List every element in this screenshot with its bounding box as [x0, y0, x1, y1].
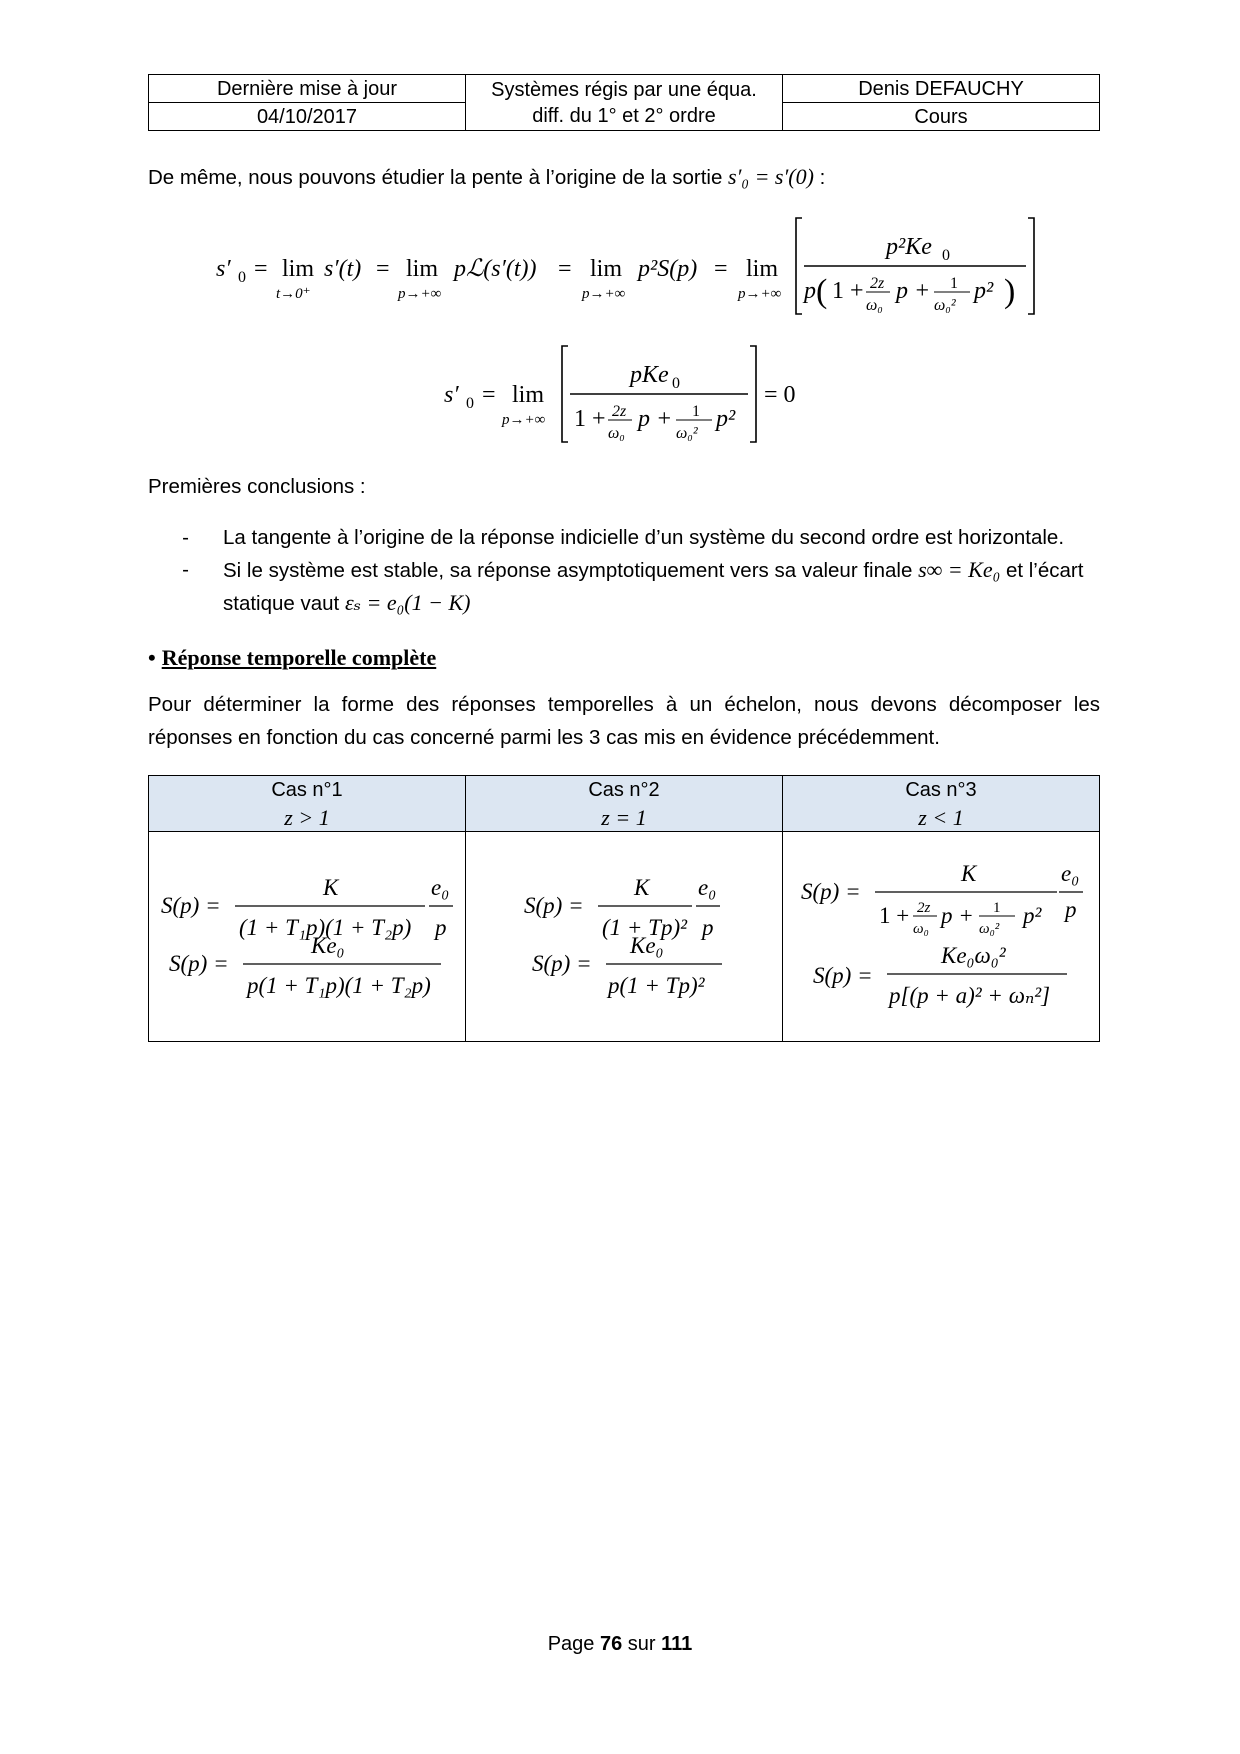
svg-text:p→+∞: p→+∞: [582, 286, 626, 302]
svg-text:ω₀: ω₀: [913, 921, 929, 937]
svg-text:ω₀: ω₀: [608, 425, 625, 442]
conclusions-list: [148, 522, 1100, 620]
svg-text:2z: 2z: [917, 900, 931, 916]
svg-text:p(1 + Tp)²: p(1 + Tp)²: [608, 973, 705, 998]
svg-text:p²: p²: [1023, 903, 1042, 928]
list-text: Si le système est stable, sa réponse asymptotiquement vers sa valeur finale: [223, 559, 919, 582]
svg-text:=: =: [558, 256, 572, 282]
svg-text:=: =: [482, 382, 496, 408]
svg-text:lim: lim: [746, 256, 779, 282]
list-text: La tangente à l’origine de la réponse indicielle d’un système du second ordre est horizontale.: [223, 526, 1065, 549]
conclusions-title: Premières conclusions :: [148, 475, 366, 498]
svg-text:ω₀²: ω₀²: [934, 297, 956, 314]
section-title-text: Réponse temporelle complète: [161, 645, 437, 670]
svg-text:S(p) =: S(p) =: [161, 893, 221, 918]
case-label: Cas n°2: [588, 778, 660, 801]
author: Denis DEFAUCHY: [783, 75, 1100, 103]
svg-text:p: p: [804, 278, 816, 304]
header-table: [148, 74, 1100, 131]
svg-text:p²Ke: p²Ke: [886, 234, 932, 260]
intro-colon: :: [813, 166, 826, 189]
svg-text:1: 1: [692, 403, 700, 420]
case-1-formulas: [149, 832, 466, 1042]
doc-type: Cours: [783, 103, 1100, 131]
list-item: [148, 522, 1100, 554]
svg-text:): ): [1004, 273, 1016, 310]
svg-text:0: 0: [942, 247, 950, 264]
svg-text:2z: 2z: [612, 403, 627, 420]
intro-text: De même, nous pouvons étudier la pente à l’origine de la sortie: [148, 166, 729, 189]
svg-text:=: =: [376, 256, 390, 282]
svg-text:Ke₀ω₀²: Ke₀ω₀²: [941, 943, 1006, 968]
svg-text:2z: 2z: [870, 275, 885, 292]
svg-text:(: (: [816, 273, 828, 310]
svg-text:1 +: 1 +: [832, 278, 864, 304]
section-title: [148, 645, 436, 671]
svg-text:ω₀²: ω₀²: [676, 425, 698, 442]
case-header: [783, 776, 1100, 832]
cases-table: [148, 775, 1100, 1042]
case-header: [149, 776, 466, 832]
svg-text:p²S(p): p²S(p): [638, 256, 698, 282]
svg-text:= 0: = 0: [764, 382, 796, 408]
case-condition: z = 1: [601, 804, 647, 830]
list-dash: -: [182, 558, 189, 581]
svg-text:lim: lim: [406, 256, 439, 282]
svg-text:1 +: 1 +: [574, 406, 606, 432]
case-condition: z > 1: [284, 804, 330, 830]
case-1-equations: [149, 832, 465, 1036]
svg-text:p(1 + T₁p)(1 + T₂p): p(1 + T₁p)(1 + T₂p): [247, 973, 431, 998]
svg-text:ω₀: ω₀: [866, 297, 883, 314]
final-value-math: s∞ = Ke₀: [918, 557, 1001, 582]
svg-text:p→+∞: p→+∞: [738, 286, 782, 302]
svg-text:p: p: [702, 915, 714, 940]
svg-text:0: 0: [238, 269, 246, 286]
doc-title: [466, 75, 783, 131]
svg-text:p: p: [435, 915, 447, 940]
section-bullet: •: [148, 645, 156, 670]
svg-text:p→+∞: p→+∞: [502, 412, 546, 428]
case-2-equations: [466, 832, 782, 1036]
svg-text:pℒ(s′(t)): pℒ(s′(t)): [454, 256, 537, 282]
case-3-equations: [783, 832, 1099, 1036]
case-header: [466, 776, 783, 832]
footer-prefix: Page: [547, 1633, 600, 1655]
svg-text:(1 + T₁p)(1 + T₂p): (1 + T₁p)(1 + T₂p): [239, 915, 412, 940]
svg-text:p +: p +: [896, 278, 931, 304]
doc-title-line1: Systèmes régis par une équa.: [491, 78, 757, 101]
svg-text:lim: lim: [512, 382, 545, 408]
case-2-formulas: [466, 832, 783, 1042]
svg-text:0: 0: [672, 375, 680, 392]
svg-text:S(p) =: S(p) =: [524, 893, 584, 918]
svg-text:s′: s′: [216, 256, 231, 282]
svg-text:=: =: [714, 256, 728, 282]
svg-text:1: 1: [993, 900, 1001, 916]
svg-text:1 +: 1 +: [879, 903, 910, 928]
svg-text:p→+∞: p→+∞: [398, 286, 442, 302]
svg-text:ω₀²: ω₀²: [979, 921, 1000, 937]
svg-text:=: =: [254, 256, 268, 282]
svg-text:Ke₀: Ke₀: [630, 933, 664, 958]
svg-text:S(p) =: S(p) =: [532, 951, 592, 976]
equation-slope-limit: [210, 210, 1050, 320]
svg-text:0: 0: [466, 395, 474, 412]
case-3-formulas: [783, 832, 1100, 1042]
intro-line: [148, 160, 1100, 194]
svg-text:lim: lim: [590, 256, 623, 282]
svg-text:K: K: [961, 861, 977, 886]
case-label: Cas n°3: [905, 778, 977, 801]
svg-text:pKe: pKe: [630, 362, 669, 388]
page-total: 111: [661, 1633, 693, 1655]
equation-slope-zero: [440, 338, 820, 448]
svg-text:e₀: e₀: [698, 875, 717, 900]
svg-text:Ke₀: Ke₀: [311, 933, 345, 958]
last-update-label: Dernière mise à jour: [149, 75, 466, 103]
svg-text:p: p: [1065, 897, 1077, 922]
svg-text:p²: p²: [974, 278, 994, 304]
list-dash: -: [182, 526, 189, 549]
svg-text:(1 + Tp)²: (1 + Tp)²: [602, 915, 688, 940]
update-date: 04/10/2017: [149, 103, 466, 131]
list-text: et l’écart statique vaut: [223, 559, 1084, 615]
page-number: 76: [599, 1633, 623, 1655]
svg-text:S(p) =: S(p) =: [169, 951, 229, 976]
intro-math: s′₀ = s′(0): [728, 164, 814, 189]
svg-text:e₀: e₀: [431, 875, 450, 900]
svg-text:t→0⁺: t→0⁺: [276, 286, 311, 302]
case-condition: z < 1: [918, 804, 964, 830]
svg-text:S(p) =: S(p) =: [801, 879, 861, 904]
svg-text:1: 1: [950, 275, 958, 292]
page-footer: [0, 1633, 1240, 1656]
svg-text:p +: p +: [941, 903, 974, 928]
svg-text:s′: s′: [444, 382, 459, 408]
svg-text:S(p) =: S(p) =: [813, 963, 873, 988]
svg-text:s′(t): s′(t): [324, 256, 362, 282]
svg-text:p +: p +: [638, 406, 673, 432]
svg-text:e₀: e₀: [1061, 861, 1080, 886]
footer-middle: sur: [622, 1633, 662, 1655]
svg-text:K: K: [323, 875, 339, 900]
doc-title-line2: diff. du 1° et 2° ordre: [532, 104, 716, 127]
static-error-math: εₛ = e₀(1 − K): [344, 590, 471, 615]
svg-text:K: K: [634, 875, 650, 900]
svg-text:p²: p²: [716, 406, 736, 432]
body-paragraph: Pour déterminer la forme des réponses temporelles à un échelon, nous devons décomposer les réponses en fonction du cas concerné parmi les 3 cas mis en évidence précédemment.: [148, 693, 1100, 749]
case-label: Cas n°1: [271, 778, 343, 801]
svg-text:lim: lim: [282, 256, 315, 282]
list-item: [148, 554, 1100, 620]
svg-text:p[(p + a)² + ωₙ²]: p[(p + a)² + ωₙ²]: [889, 983, 1051, 1008]
